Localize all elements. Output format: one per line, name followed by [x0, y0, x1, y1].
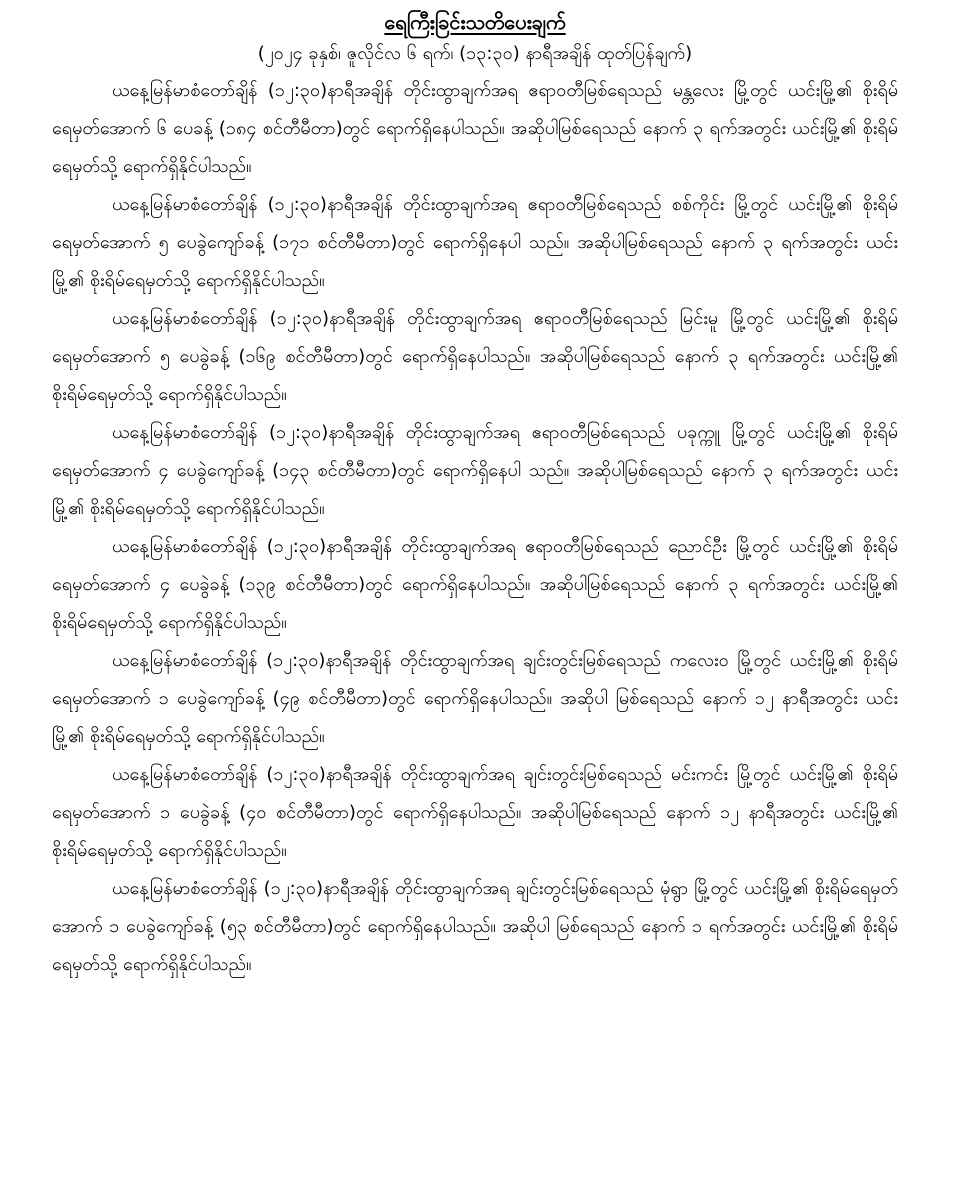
paragraph-kalewa: ယနေ့မြန်မာစံတော်ချိန် (၁၂:၃၀)နာရီအချိန် တိုင်းထွာချက်အရ ချင်းတွင်းမြစ်ရေသည် ကလေးဝ မြို့တွင် ယင်းမြို့၏ စိုးရိမ်ရေမှတ်အောက် ၁ ပေခွဲကျော်ခန့် (၄၉ စင်တီမီတာ)တွင် ရောက်ရှိနေပါသည်။ အဆိုပါ မြစ်ရေသည် နောက် ၁၂ နာရီအတွင်း ယင်းမြို့၏ စိုးရိမ်ရေမှတ်သို့ ရောက်ရှိနိုင်ပါသည်။	[52, 650, 898, 747]
document-subtitle: (၂၀၂၄ ခုနှစ်၊ ဇူလိုင်လ ၆ ရက်၊ (၁၃:၃၀) နာရီအချိန် ထုတ်ပြန်ချက်)	[257, 43, 693, 64]
paragraph-mandalay: ယနေ့မြန်မာစံတော်ချိန် (၁၂:၃၀)နာရီအချိန် တိုင်းထွာချက်အရ ဧရာဝတီမြစ်ရေသည် မန္တလေး မြို့တွင် ယင်းမြို့၏ စိုးရိမ်ရေမှတ်အောက် ၆ ပေခန့် (၁၈၄ စင်တီမီတာ)တွင် ရောက်ရှိနေပါသည်။ အဆိုပါမြစ်ရေသည် နောက် ၃ ရက်အတွင်း ယင်းမြို့၏ စိုးရိမ်ရေမှတ်သို့ ရောက်ရှိနိုင်ပါသည်။	[52, 80, 898, 177]
paragraph-pakokku: ယနေ့မြန်မာစံတော်ချိန် (၁၂:၃၀)နာရီအချိန် တိုင်းထွာချက်အရ ဧရာဝတီမြစ်ရေသည် ပခုက္ကူ မြို့တွင် ယင်းမြို့၏ စိုးရိမ်ရေမှတ်အောက် ၄ ပေခွဲကျော်ခန့် (၁၄၃ စင်တီမီတာ)တွင် ရောက်ရှိနေပါ သည်။ အဆိုပါမြစ်ရေသည် နောက် ၃ ရက်အတွင်း ယင်းမြို့၏ စိုးရိမ်ရေမှတ်သို့ ရောက်ရှိနိုင်ပါသည်။	[52, 422, 898, 519]
paragraph-myinmu: ယနေ့မြန်မာစံတော်ချိန် (၁၂:၃၀)နာရီအချိန် တိုင်းထွာချက်အရ ဧရာဝတီမြစ်ရေသည် မြင်းမူ မြို့တွင် ယင်းမြို့၏ စိုးရိမ်ရေမှတ်အောက် ၅ ပေခွဲခန့် (၁၆၉ စင်တီမီတာ)တွင် ရောက်ရှိနေပါသည်။ အဆိုပါမြစ်ရေသည် နောက် ၃ ရက်အတွင်း ယင်းမြို့၏ စိုးရိမ်ရေမှတ်သို့ ရောက်ရှိနိုင်ပါသည်။	[52, 308, 898, 405]
paragraph-nyaung-u: ယနေ့မြန်မာစံတော်ချိန် (၁၂:၃၀)နာရီအချိန် တိုင်းထွာချက်အရ ဧရာဝတီမြစ်ရေသည် ညောင်ဦး မြို့တွင် ယင်းမြို့၏ စိုးရိမ်ရေမှတ်အောက် ၄ ပေခွဲခန့် (၁၃၉ စင်တီမီတာ)တွင် ရောက်ရှိနေပါသည်။ အဆိုပါမြစ်ရေသည် နောက် ၃ ရက်အတွင်း ယင်းမြို့၏ စိုးရိမ်ရေမှတ်သို့ ရောက်ရှိနိုင်ပါသည်။	[52, 536, 898, 633]
document-title: ရေကြီးခြင်းသတိပေးချက်	[384, 10, 566, 34]
paragraph-monywa: ယနေ့မြန်မာစံတော်ချိန် (၁၂:၃၀)နာရီအချိန် တိုင်းထွာချက်အရ ချင်းတွင်းမြစ်ရေသည် မုံရွာ မြို့တွင် ယင်းမြို့၏ စိုးရိမ်ရေမှတ်အောက် ၁ ပေခွဲကျော်ခန့် (၅၃ စင်တီမီတာ)တွင် ရောက်ရှိနေပါသည်။ အဆိုပါ မြစ်ရေသည် နောက် ၁ ရက်အတွင်း ယင်းမြို့၏ စိုးရိမ်ရေမှတ်သို့ ရောက်ရှိနိုင်ပါသည်။	[52, 878, 898, 975]
paragraph-mingin: ယနေ့မြန်မာစံတော်ချိန် (၁၂:၃၀)နာရီအချိန် တိုင်းထွာချက်အရ ချင်းတွင်းမြစ်ရေသည် မင်းကင်း မြို့တွင် ယင်းမြို့၏ စိုးရိမ်ရေမှတ်အောက် ၁ ပေခွဲခန့် (၄၀ စင်တီမီတာ)တွင် ရောက်ရှိနေပါသည်။ အဆိုပါမြစ်ရေသည် နောက် ၁၂ နာရီအတွင်း ယင်းမြို့၏ စိုးရိမ်ရေမှတ်သို့ ရောက်ရှိနိုင်ပါသည်။	[52, 764, 898, 861]
paragraph-sagaing: ယနေ့မြန်မာစံတော်ချိန် (၁၂:၃၀)နာရီအချိန် တိုင်းထွာချက်အရ ဧရာဝတီမြစ်ရေသည် စစ်ကိုင်း မြို့တွင် ယင်းမြို့၏ စိုးရိမ်ရေမှတ်အောက် ၅ ပေခွဲကျော်ခန့် (၁၇၁ စင်တီမီတာ)တွင် ရောက်ရှိနေပါ သည်။ အဆိုပါမြစ်ရေသည် နောက် ၃ ရက်အတွင်း ယင်းမြို့၏ စိုးရိမ်ရေမှတ်သို့ ရောက်ရှိနိုင်ပါသည်။	[52, 194, 898, 291]
